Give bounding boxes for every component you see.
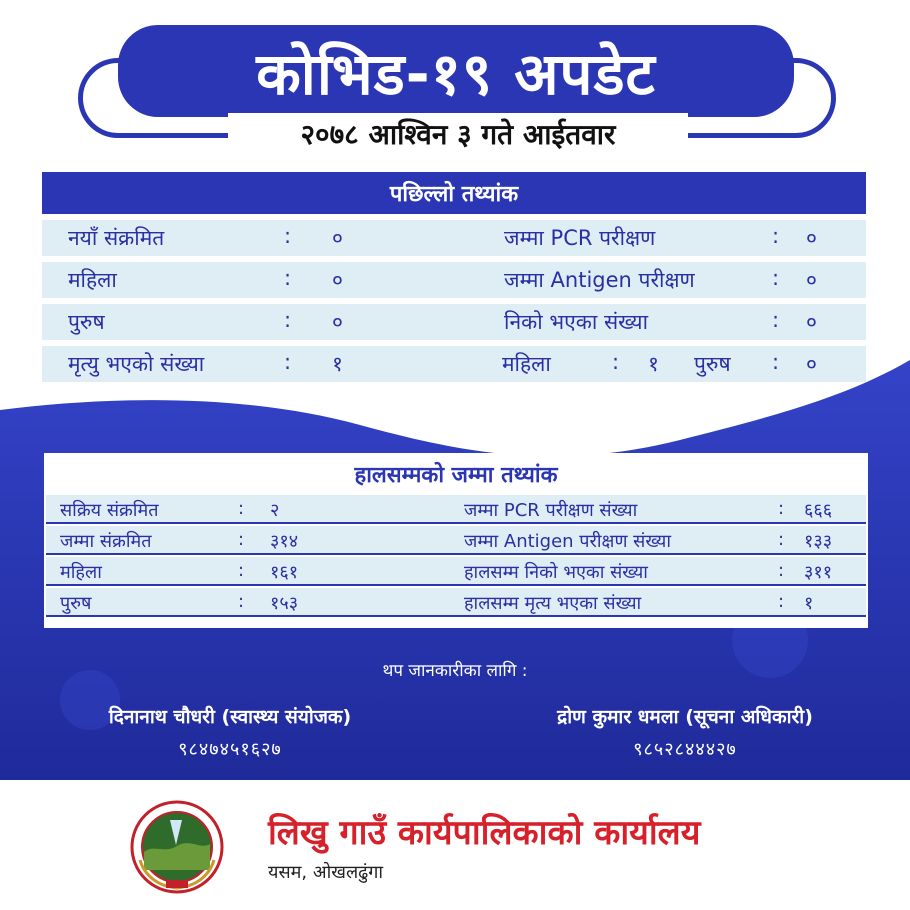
- latest-row: [42, 304, 866, 340]
- row-colon: :: [284, 224, 292, 248]
- latest-stats-panel: [42, 172, 866, 382]
- row-value: ०: [806, 268, 817, 292]
- cumulative-row: [46, 495, 866, 524]
- row-label: निको भएका संख्या: [504, 310, 649, 334]
- row-label: जम्मा Antigen परीक्षण संख्या: [464, 531, 671, 552]
- row-label: पुरुष: [68, 310, 105, 334]
- row-colon: :: [772, 224, 780, 248]
- row-value: १: [804, 593, 814, 614]
- row-label: महिला: [60, 562, 102, 583]
- row-value: ०: [806, 226, 817, 250]
- row-colon: :: [238, 591, 245, 612]
- date-text: २०७८ आश्विन ३ गते आईतवार: [300, 118, 616, 151]
- row-colon: :: [778, 560, 785, 581]
- title-banner: [118, 25, 794, 117]
- row-colon: :: [772, 266, 780, 290]
- row-value: २: [270, 500, 280, 521]
- row-value: ०: [332, 268, 343, 292]
- row-label: नयाँ संक्रमित: [68, 226, 165, 250]
- office-name: लिखु गाउँ कार्यपालिकाको कार्यालय: [268, 813, 701, 853]
- more-info-label: थप जानकारीका लागि :: [382, 661, 528, 681]
- row-colon: :: [778, 498, 785, 519]
- row-value: ६६६: [804, 500, 833, 521]
- row-label: महिला: [68, 268, 117, 292]
- row-label: जम्मा Antigen परीक्षण: [504, 268, 695, 292]
- office-address: यसम, ओखलढुंगा: [268, 862, 384, 883]
- row-colon: :: [238, 560, 245, 581]
- row-value: १६१: [270, 562, 299, 583]
- latest-stats-heading: पछिल्लो तथ्यांक: [42, 172, 866, 214]
- row-colon: :: [778, 591, 785, 612]
- latest-row: [42, 262, 866, 298]
- row-colon: :: [284, 308, 292, 332]
- municipality-seal-icon: [130, 800, 224, 894]
- row-value: ०: [332, 310, 343, 334]
- cumulative-row: [46, 557, 866, 586]
- date-strip: [228, 113, 688, 155]
- latest-death-row: [42, 346, 866, 382]
- contact-phone: ९८५२८४४४२७: [633, 739, 737, 760]
- row-colon: :: [238, 498, 245, 519]
- contact-health-coordinator: [40, 703, 420, 761]
- row-label: सक्रिय संक्रमित: [60, 500, 159, 521]
- male-value: ०: [806, 352, 817, 376]
- male-label: पुरुष: [694, 352, 731, 376]
- row-value: ०: [332, 226, 343, 250]
- cumulative-row: [46, 526, 866, 555]
- cumulative-stats-heading: हालसम्मको जम्मा तथ्यांक: [354, 463, 558, 488]
- row-colon: :: [778, 529, 785, 550]
- row-value: १५३: [270, 593, 299, 614]
- latest-row: [42, 220, 866, 256]
- row-colon: :: [772, 350, 780, 374]
- row-label: हालसम्म मृत्य भएका संख्या: [464, 593, 642, 614]
- cumulative-stats-panel: [44, 453, 868, 628]
- row-label: जम्मा संक्रमित: [60, 531, 152, 552]
- row-label: जम्मा PCR परीक्षण संख्या: [464, 500, 638, 521]
- contact-name: दिनानाथ चौधरी (स्वास्थ्य संयोजक): [108, 706, 352, 728]
- row-label: जम्मा PCR परीक्षण: [504, 226, 656, 250]
- contact-name: द्रोण कुमार धमला (सूचना अधिकारी): [557, 706, 813, 728]
- female-label: महिला: [502, 352, 551, 376]
- page-title: कोभिड-१९ अपडेट: [256, 39, 656, 108]
- cumulative-row: [46, 588, 866, 617]
- footer: [0, 780, 910, 910]
- row-colon: :: [284, 350, 292, 374]
- contact-information-officer: [490, 703, 880, 761]
- row-colon: :: [612, 350, 620, 374]
- row-colon: :: [284, 266, 292, 290]
- row-value: १३३: [804, 531, 833, 552]
- female-value: १: [648, 352, 659, 376]
- row-colon: :: [772, 308, 780, 332]
- row-colon: :: [238, 529, 245, 550]
- row-value: ०: [806, 310, 817, 334]
- contact-phone: ९८४७४५१६२७: [178, 739, 282, 760]
- row-value: ३१४: [270, 531, 299, 552]
- row-label: मृत्यु भएको संख्या: [68, 352, 205, 376]
- row-value: ३११: [804, 562, 833, 583]
- row-label: पुरुष: [60, 593, 92, 614]
- row-value: १: [332, 352, 343, 376]
- row-label: हालसम्म निको भएका संख्या: [464, 562, 648, 583]
